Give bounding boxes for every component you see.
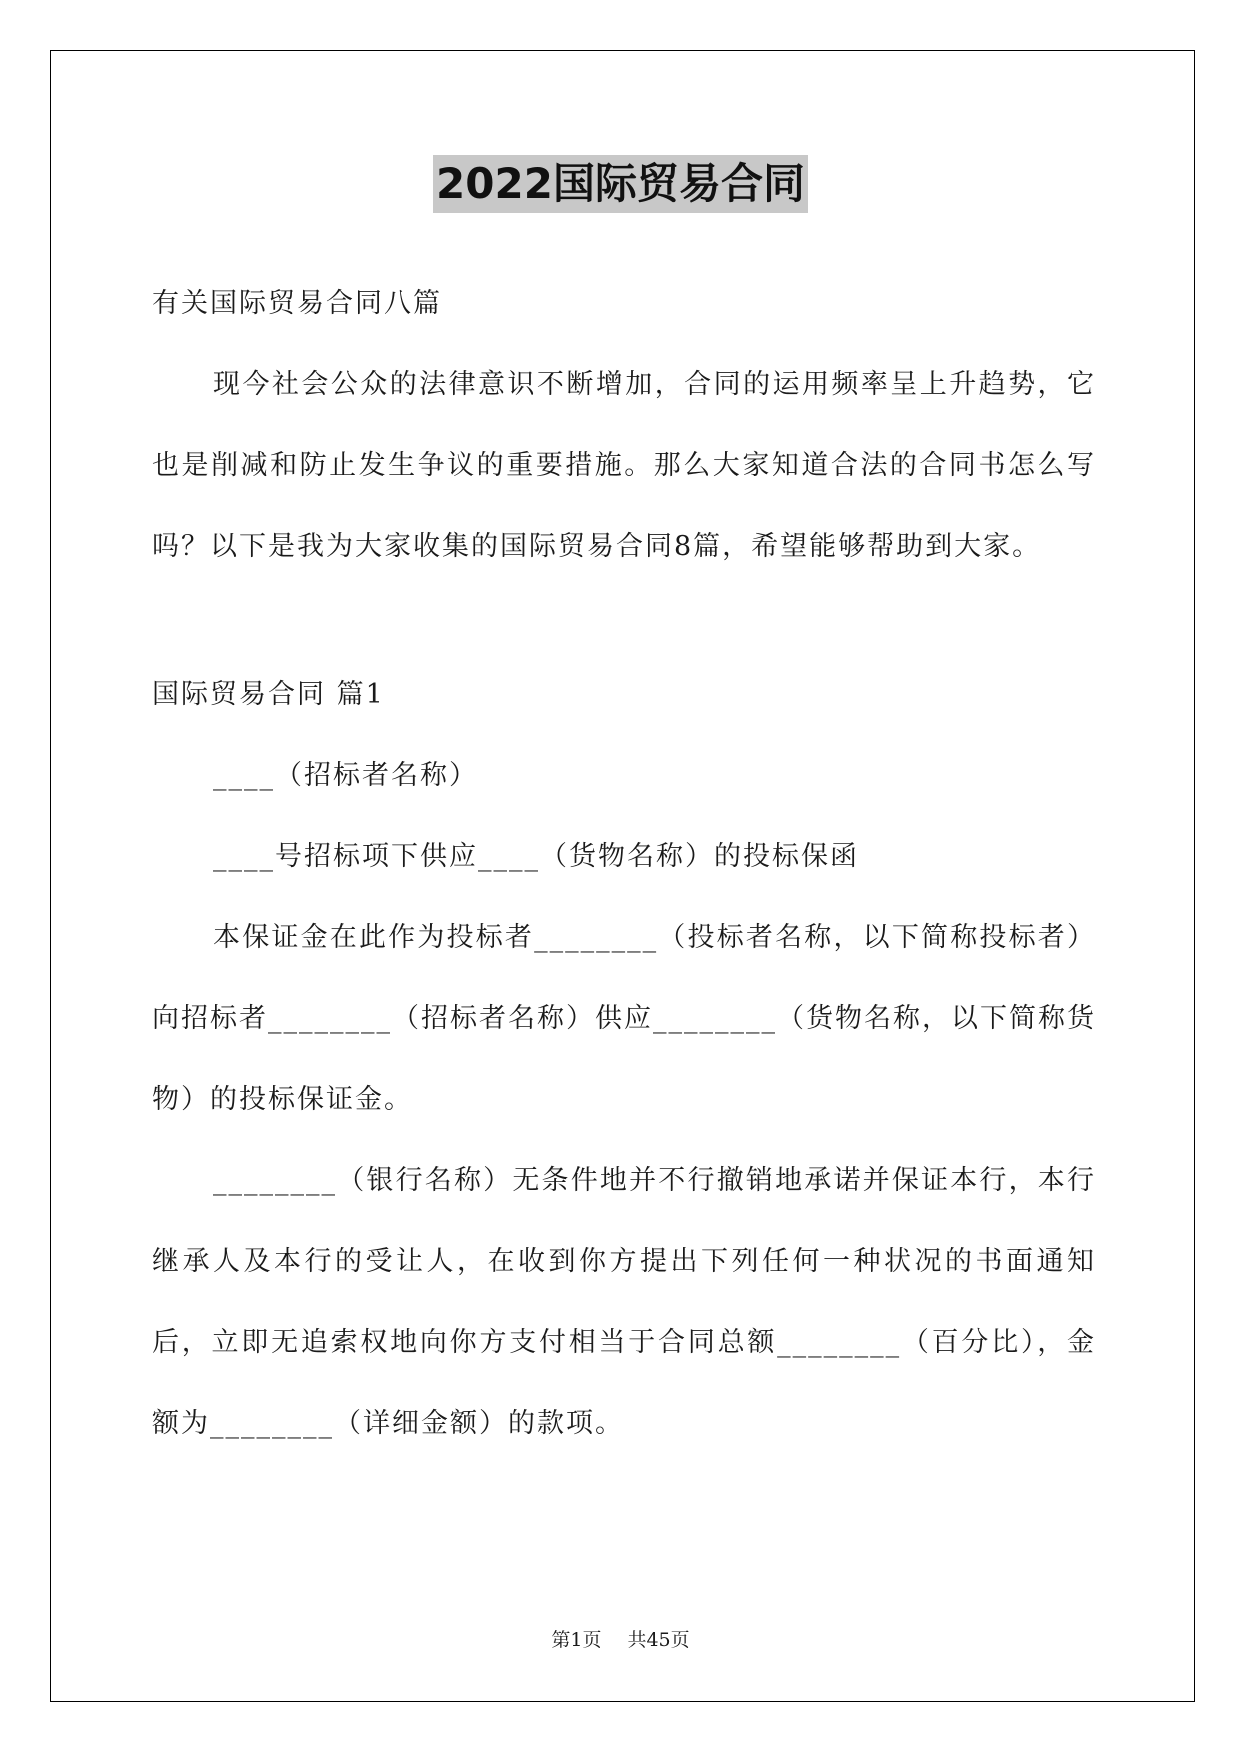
- page-footer: [0, 1627, 1241, 1653]
- body-paragraph-subject: ____号招标项下供应____（货物名称）的投标保函: [213, 841, 859, 872]
- document-body: [152, 263, 1096, 1464]
- intro-heading: 有关国际贸易合同八篇: [152, 288, 442, 319]
- section-heading: 国际贸易合同 篇1: [152, 679, 385, 710]
- page-number: 第1页: [551, 1629, 602, 1651]
- page-total: 共45页: [627, 1629, 690, 1651]
- body-paragraph-addressee: ____（招标者名称）: [213, 760, 478, 791]
- document-title: 2022国际贸易合同: [433, 155, 808, 213]
- intro-paragraph: 现今社会公众的法律意识不断增加，合同的运用频率呈上升趋势，它也是削减和防止发生争议的重要措施。那么大家知道合法的合同书怎么写吗？以下是我为大家收集的国际贸易合同8篇，希望能够帮助到大家。: [152, 369, 1096, 562]
- spacer: [152, 587, 1096, 654]
- title-container: [0, 155, 1241, 213]
- body-paragraph-guarantee: 本保证金在此作为投标者________（投标者名称，以下简称投标者）向招标者________（招标者名称）供应________（货物名称，以下简称货物）的投标保证金。: [152, 922, 1096, 1115]
- body-paragraph-bank-undertaking: ________（银行名称）无条件地并不行撤销地承诺并保证本行，本行继承人及本行的受让人，在收到你方提出下列任何一种状况的书面通知后，立即无追索权地向你方支付相当于合同总额________（百分比），金额为________（详细金额）的款项。: [152, 1165, 1096, 1439]
